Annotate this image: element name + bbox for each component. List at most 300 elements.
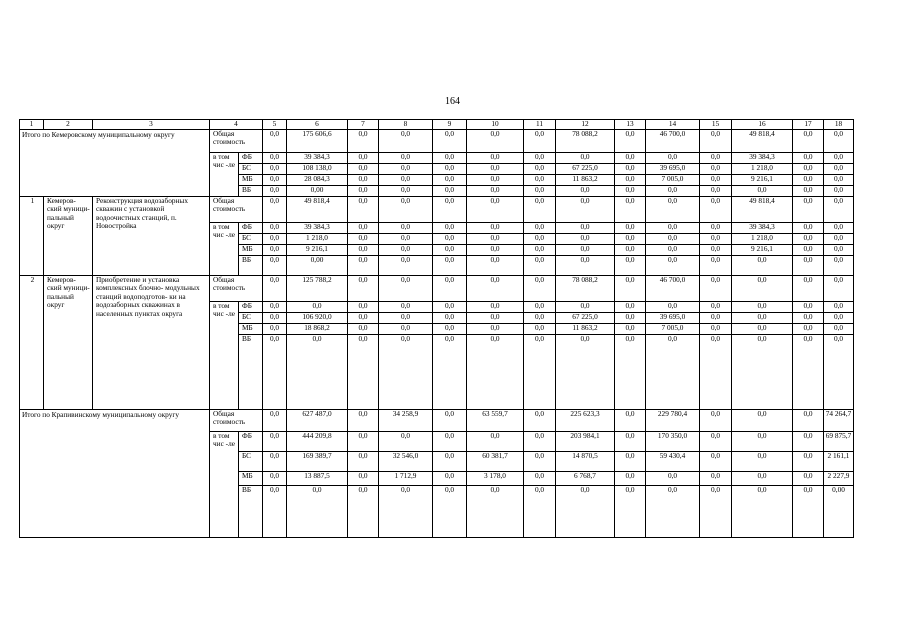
krapivinsky-total-r1-col17: 0,0 [793,451,824,471]
kemerovo-total-r2-col6: 28 084,3 [287,174,348,185]
kemerovo-total-total-col8: 0,0 [379,129,433,152]
krapivinsky-total-r1-col16: 0,0 [732,451,793,471]
item-2-r0-col9: 0,0 [433,301,467,312]
item-1-r1-col9: 0,0 [433,233,467,244]
krapivinsky-total-total-col13: 0,0 [615,409,646,431]
item-2-r3-col15: 0,0 [700,334,732,409]
item-2-r3-col18: 0,0 [824,334,854,409]
item-2-incl-label: в том чис -ле [210,301,239,409]
krapivinsky-total-total-col10: 63 559,7 [467,409,524,431]
kemerovo-total-total-col16: 49 818,4 [732,129,793,152]
item-1-total-col13: 0,0 [615,196,646,222]
column-number-2: 2 [44,120,93,130]
item-1-municipality: Кемеров- ский муници- пальный округ [44,196,93,275]
kemerovo-total-budget-label-3: ВБ [239,185,263,196]
item-2-r0-col15: 0,0 [700,301,732,312]
item-1-r0-col11: 0,0 [524,222,556,233]
krapivinsky-total-r1-col12: 14 870,5 [556,451,615,471]
column-number-row [20,120,854,130]
kemerovo-total-r3-col12: 0,0 [556,185,615,196]
item-1-r1-col8: 0,0 [379,233,433,244]
item-1-r0-col14: 0,0 [646,222,700,233]
item-2-total-col12: 78 088,2 [556,275,615,301]
krapivinsky-total-r0-col8: 0,0 [379,431,433,451]
item-2-r0-col12: 0,0 [556,301,615,312]
kemerovo-total-label: Итого по Кемеровскому муниципальному округу [20,129,210,196]
column-number-3: 3 [93,120,210,130]
item-2-r0-col13: 0,0 [615,301,646,312]
krapivinsky-total-r0-col18: 69 875,7 [824,431,854,451]
kemerovo-total-r2-col17: 0,0 [793,174,824,185]
item-1-r1-col12: 0,0 [556,233,615,244]
kemerovo-total-total-col10: 0,0 [467,129,524,152]
kemerovo-total-r0-col12: 0,0 [556,152,615,163]
kemerovo-total-r2-col5: 0,0 [263,174,287,185]
item-1-r2-col15: 0,0 [700,244,732,255]
krapivinsky-total-r2-col8: 1 712,9 [379,471,433,485]
item-2-r3-col11: 0,0 [524,334,556,409]
krapivinsky-total-r3-col15: 0,0 [700,485,732,537]
item-2-r2-col11: 0,0 [524,323,556,334]
kemerovo-total-r3-col8: 0,0 [379,185,433,196]
budget-table [19,119,854,538]
item-2-r1-col11: 0,0 [524,312,556,323]
item-2-r2-col7: 0,0 [348,323,379,334]
kemerovo-total-r0-col18: 0,0 [824,152,854,163]
kemerovo-total-total-col15: 0,0 [700,129,732,152]
item-2-number: 2 [20,275,44,409]
kemerovo-total-r2-col9: 0,0 [433,174,467,185]
item-1-r0-col15: 0,0 [700,222,732,233]
kemerovo-total-r2-col14: 7 005,0 [646,174,700,185]
item-2-r2-col13: 0,0 [615,323,646,334]
kemerovo-total-r2-col15: 0,0 [700,174,732,185]
krapivinsky-total-r2-col6: 13 887,5 [287,471,348,485]
item-1-r1-col15: 0,0 [700,233,732,244]
item-2-r1-col14: 39 695,0 [646,312,700,323]
item-1-r3-col8: 0,0 [379,255,433,275]
kemerovo-total-r0-col17: 0,0 [793,152,824,163]
item-2-total-col16: 0,0 [732,275,793,301]
krapivinsky-total-total-col17: 0,0 [793,409,824,431]
item-1-r2-col13: 0,0 [615,244,646,255]
kemerovo-total-r2-col11: 0,0 [524,174,556,185]
kemerovo-total-total-col7: 0,0 [348,129,379,152]
item-1-r0-col16: 39 384,3 [732,222,793,233]
item-2-r3-col9: 0,0 [433,334,467,409]
kemerovo-total-r0-col7: 0,0 [348,152,379,163]
krapivinsky-total-total-col18: 74 264,7 [824,409,854,431]
item-1-r1-col6: 1 218,0 [287,233,348,244]
item-2-r3-col16: 0,0 [732,334,793,409]
krapivinsky-total-r1-col15: 0,0 [700,451,732,471]
item-1-r0-col8: 0,0 [379,222,433,233]
krapivinsky-total-r0-col14: 170 350,0 [646,431,700,451]
item-1-r3-col15: 0,0 [700,255,732,275]
krapivinsky-total-r1-col5: 0,0 [263,451,287,471]
item-1-r0-col12: 0,0 [556,222,615,233]
kemerovo-total-r3-col16: 0,0 [732,185,793,196]
item-2-description: Приобретение и установка комплексных блочно- модульных станций водоподготов- ки на водозаборных скважинах в населенных пунктах округа [93,275,210,409]
krapivinsky-total-r0-col12: 203 984,1 [556,431,615,451]
krapivinsky-total-r1-col18: 2 161,1 [824,451,854,471]
kemerovo-total-r3-col15: 0,0 [700,185,732,196]
kemerovo-total-r1-col18: 0,0 [824,163,854,174]
column-number-11: 11 [524,120,556,130]
column-number-15: 15 [700,120,732,130]
item-1-r0-col9: 0,0 [433,222,467,233]
kemerovo-total-r3-col18: 0,0 [824,185,854,196]
item-1-total-col18: 0,0 [824,196,854,222]
item-2-r1-col16: 0,0 [732,312,793,323]
krapivinsky-total-total-row [20,409,854,431]
krapivinsky-total-r3-col18: 0,00 [824,485,854,537]
krapivinsky-total-total-col15: 0,0 [700,409,732,431]
item-2-r0-col7: 0,0 [348,301,379,312]
item-2-budget-label-2: МБ [239,323,263,334]
item-2-total-col14: 46 700,0 [646,275,700,301]
column-number-13: 13 [615,120,646,130]
item-1-r1-col18: 0,0 [824,233,854,244]
item-1-r2-col18: 0,0 [824,244,854,255]
column-number-4: 4 [210,120,263,130]
kemerovo-total-r1-col11: 0,0 [524,163,556,174]
kemerovo-total-r3-col14: 0,0 [646,185,700,196]
item-2-total-col9: 0,0 [433,275,467,301]
item-2-total-col6: 125 788,2 [287,275,348,301]
item-1-r1-col5: 0,0 [263,233,287,244]
krapivinsky-total-r0-col5: 0,0 [263,431,287,451]
item-1-total-col7: 0,0 [348,196,379,222]
column-number-12: 12 [556,120,615,130]
krapivinsky-total-r3-col10: 0,0 [467,485,524,537]
item-2-r0-col10: 0,0 [467,301,524,312]
item-2-r2-col15: 0,0 [700,323,732,334]
kemerovo-total-r1-col15: 0,0 [700,163,732,174]
item-1-r3-col18: 0,0 [824,255,854,275]
item-1-total-col6: 49 818,4 [287,196,348,222]
item-1-r2-col11: 0,0 [524,244,556,255]
krapivinsky-total-r3-col17: 0,0 [793,485,824,537]
item-1-r2-col8: 0,0 [379,244,433,255]
kemerovo-total-r0-col6: 39 384,3 [287,152,348,163]
item-1-r3-col14: 0,0 [646,255,700,275]
item-1-total-col12: 0,0 [556,196,615,222]
krapivinsky-total-r0-col11: 0,0 [524,431,556,451]
kemerovo-total-r0-col13: 0,0 [615,152,646,163]
item-1-total-col15: 0,0 [700,196,732,222]
krapivinsky-total-total-col7: 0,0 [348,409,379,431]
krapivinsky-total-r3-col13: 0,0 [615,485,646,537]
kemerovo-total-r2-col18: 0,0 [824,174,854,185]
item-2-r0-col17: 0,0 [793,301,824,312]
item-1-r1-col17: 0,0 [793,233,824,244]
kemerovo-total-r1-col17: 0,0 [793,163,824,174]
item-2-r1-col17: 0,0 [793,312,824,323]
krapivinsky-total-total-col12: 225 623,3 [556,409,615,431]
item-2-r2-col9: 0,0 [433,323,467,334]
item-2-r2-col5: 0,0 [263,323,287,334]
item-2-r1-col12: 67 225,0 [556,312,615,323]
kemerovo-total-r3-col5: 0,0 [263,185,287,196]
item-1-total-col5: 0,0 [263,196,287,222]
item-2-total-col8: 0,0 [379,275,433,301]
item-2-r3-col13: 0,0 [615,334,646,409]
kemerovo-total-r1-col10: 0,0 [467,163,524,174]
item-2-r2-col8: 0,0 [379,323,433,334]
kemerovo-total-r3-col13: 0,0 [615,185,646,196]
item-1-r0-col6: 39 384,3 [287,222,348,233]
item-1-description: Реконструкция водозаборных скважин с установкой водоочистных станций, п. Новостройка [93,196,210,275]
item-2-r0-col8: 0,0 [379,301,433,312]
item-1-r3-col17: 0,0 [793,255,824,275]
item-1-r0-col7: 0,0 [348,222,379,233]
krapivinsky-total-r3-col8: 0,0 [379,485,433,537]
item-1-r0-col5: 0,0 [263,222,287,233]
kemerovo-total-incl-label: в том чис -ле [210,152,239,196]
item-1-r0-col18: 0,0 [824,222,854,233]
item-1-r2-col12: 0,0 [556,244,615,255]
item-2-r3-col8: 0,0 [379,334,433,409]
krapivinsky-total-r2-col16: 0,0 [732,471,793,485]
kemerovo-total-r0-col10: 0,0 [467,152,524,163]
item-1-r0-col17: 0,0 [793,222,824,233]
item-1-total-col17: 0,0 [793,196,824,222]
column-number-16: 16 [732,120,793,130]
column-number-9: 9 [433,120,467,130]
krapivinsky-total-r0-col7: 0,0 [348,431,379,451]
column-number-8: 8 [379,120,433,130]
kemerovo-total-r0-col16: 39 384,3 [732,152,793,163]
krapivinsky-total-r1-col7: 0,0 [348,451,379,471]
kemerovo-total-r0-col5: 0,0 [263,152,287,163]
krapivinsky-total-total-col16: 0,0 [732,409,793,431]
krapivinsky-total-r2-col18: 2 227,9 [824,471,854,485]
kemerovo-total-r1-col14: 39 695,0 [646,163,700,174]
krapivinsky-total-r3-col5: 0,0 [263,485,287,537]
item-1-r2-col9: 0,0 [433,244,467,255]
item-2-total-label: Общая стоимость [210,275,263,301]
kemerovo-total-r3-col17: 0,0 [793,185,824,196]
item-2-r2-col10: 0,0 [467,323,524,334]
kemerovo-total-r1-col12: 67 225,0 [556,163,615,174]
item-2-r1-col8: 0,0 [379,312,433,323]
kemerovo-total-r3-col7: 0,0 [348,185,379,196]
kemerovo-total-r2-col7: 0,0 [348,174,379,185]
item-1-total-col10: 0,0 [467,196,524,222]
kemerovo-total-total-col14: 46 700,0 [646,129,700,152]
item-2-r1-col18: 0,0 [824,312,854,323]
krapivinsky-total-r1-col10: 60 381,7 [467,451,524,471]
item-2-total-col11: 0,0 [524,275,556,301]
krapivinsky-total-r0-col6: 444 209,8 [287,431,348,451]
item-1-total-label: Общая стоимость [210,196,263,222]
item-1-r3-col11: 0,0 [524,255,556,275]
item-1-budget-label-2: МБ [239,244,263,255]
item-2-r2-col16: 0,0 [732,323,793,334]
krapivinsky-total-total-label: Общая стоимость [210,409,263,431]
item-2-r0-col5: 0,0 [263,301,287,312]
column-number-7: 7 [348,120,379,130]
item-1-incl-label: в том чис -ле [210,222,239,275]
item-1-budget-label-1: БС [239,233,263,244]
item-1-r3-col5: 0,0 [263,255,287,275]
column-number-10: 10 [467,120,524,130]
item-2-municipality: Кемеров- ский муници- пальный округ [44,275,93,409]
kemerovo-total-r1-col13: 0,0 [615,163,646,174]
krapivinsky-total-r0-col17: 0,0 [793,431,824,451]
item-1-r1-col14: 0,0 [646,233,700,244]
krapivinsky-total-budget-label-3: ВБ [239,485,263,537]
item-1-total-row [20,196,854,222]
krapivinsky-total-r2-col14: 0,0 [646,471,700,485]
item-2-r3-col7: 0,0 [348,334,379,409]
kemerovo-total-r1-col9: 0,0 [433,163,467,174]
krapivinsky-total-r3-col12: 0,0 [556,485,615,537]
item-2-r0-col14: 0,0 [646,301,700,312]
item-2-r0-col11: 0,0 [524,301,556,312]
column-number-1: 1 [20,120,44,130]
item-1-r3-col6: 0,00 [287,255,348,275]
item-2-budget-label-3: ВБ [239,334,263,409]
item-2-total-col18: 0,0 [824,275,854,301]
kemerovo-total-r1-col7: 0,0 [348,163,379,174]
krapivinsky-total-total-col8: 34 258,9 [379,409,433,431]
item-1-r3-col12: 0,0 [556,255,615,275]
kemerovo-total-r2-col16: 9 216,1 [732,174,793,185]
item-2-r0-col6: 0,0 [287,301,348,312]
kemerovo-total-total-col12: 78 088,2 [556,129,615,152]
krapivinsky-total-r2-col11: 0,0 [524,471,556,485]
item-2-r3-col12: 0,0 [556,334,615,409]
krapivinsky-total-r3-col6: 0,0 [287,485,348,537]
kemerovo-total-r3-col6: 0,00 [287,185,348,196]
item-1-budget-label-0: ФБ [239,222,263,233]
kemerovo-total-total-row [20,129,854,152]
krapivinsky-total-budget-label-0: ФБ [239,431,263,451]
kemerovo-total-r3-col9: 0,0 [433,185,467,196]
krapivinsky-total-r3-col9: 0,0 [433,485,467,537]
item-2-total-col17: 0,0 [793,275,824,301]
kemerovo-total-r2-col10: 0,0 [467,174,524,185]
krapivinsky-total-r0-col9: 0,0 [433,431,467,451]
item-1-r1-col13: 0,0 [615,233,646,244]
kemerovo-total-r1-col16: 1 218,0 [732,163,793,174]
item-2-r1-col13: 0,0 [615,312,646,323]
item-2-r1-col10: 0,0 [467,312,524,323]
krapivinsky-total-r1-col9: 0,0 [433,451,467,471]
item-1-r3-col13: 0,0 [615,255,646,275]
item-1-budget-label-3: ВБ [239,255,263,275]
item-2-r3-col14: 0,0 [646,334,700,409]
krapivinsky-total-total-col5: 0,0 [263,409,287,431]
item-2-r2-col17: 0,0 [793,323,824,334]
item-2-budget-label-1: БС [239,312,263,323]
item-1-r2-col6: 9 216,1 [287,244,348,255]
krapivinsky-total-r0-col15: 0,0 [700,431,732,451]
krapivinsky-total-r1-col13: 0,0 [615,451,646,471]
item-2-r1-col6: 106 920,0 [287,312,348,323]
kemerovo-total-total-col6: 175 606,6 [287,129,348,152]
column-number-6: 6 [287,120,348,130]
krapivinsky-total-total-col11: 0,0 [524,409,556,431]
item-1-r3-col10: 0,0 [467,255,524,275]
kemerovo-total-budget-label-2: МБ [239,174,263,185]
item-1-number: 1 [20,196,44,275]
item-1-total-col9: 0,0 [433,196,467,222]
krapivinsky-total-r1-col6: 169 389,7 [287,451,348,471]
kemerovo-total-budget-label-1: БС [239,163,263,174]
item-2-r2-col6: 18 868,2 [287,323,348,334]
kemerovo-total-r1-col6: 108 138,0 [287,163,348,174]
item-1-r2-col17: 0,0 [793,244,824,255]
item-1-total-col11: 0,0 [524,196,556,222]
kemerovo-total-r2-col12: 11 863,2 [556,174,615,185]
page-number: 164 [445,96,460,107]
item-1-r1-col16: 1 218,0 [732,233,793,244]
column-number-5: 5 [263,120,287,130]
item-2-total-col13: 0,0 [615,275,646,301]
item-1-total-col14: 0,0 [646,196,700,222]
kemerovo-total-r0-col14: 0,0 [646,152,700,163]
kemerovo-total-total-col5: 0,0 [263,129,287,152]
krapivinsky-total-r2-col10: 3 178,0 [467,471,524,485]
item-2-r2-col12: 11 863,2 [556,323,615,334]
krapivinsky-total-r2-col15: 0,0 [700,471,732,485]
item-2-r0-col16: 0,0 [732,301,793,312]
kemerovo-total-r1-col8: 0,0 [379,163,433,174]
item-1-total-col16: 49 818,4 [732,196,793,222]
krapivinsky-total-r3-col7: 0,0 [348,485,379,537]
krapivinsky-total-r1-col14: 59 430,4 [646,451,700,471]
item-2-total-col15: 0,0 [700,275,732,301]
item-2-r0-col18: 0,0 [824,301,854,312]
krapivinsky-total-r2-col9: 0,0 [433,471,467,485]
krapivinsky-total-total-col14: 229 780,4 [646,409,700,431]
kemerovo-total-total-col17: 0,0 [793,129,824,152]
item-1-r1-col7: 0,0 [348,233,379,244]
krapivinsky-total-total-col9: 0,0 [433,409,467,431]
kemerovo-total-total-label: Общая стоимость [210,129,263,152]
krapivinsky-total-r2-col7: 0,0 [348,471,379,485]
krapivinsky-total-r1-col11: 0,0 [524,451,556,471]
krapivinsky-total-r1-col8: 32 546,0 [379,451,433,471]
item-1-r2-col5: 0,0 [263,244,287,255]
column-number-14: 14 [646,120,700,130]
kemerovo-total-r3-col11: 0,0 [524,185,556,196]
item-1-r3-col7: 0,0 [348,255,379,275]
item-2-r1-col5: 0,0 [263,312,287,323]
item-2-r1-col7: 0,0 [348,312,379,323]
krapivinsky-total-total-col6: 627 487,0 [287,409,348,431]
krapivinsky-total-budget-label-1: БС [239,451,263,471]
krapivinsky-total-label: Итого по Крапивинскому муниципальному округу [20,409,210,537]
column-number-18: 18 [824,120,854,130]
krapivinsky-total-r3-col14: 0,0 [646,485,700,537]
krapivinsky-total-r2-col5: 0,0 [263,471,287,485]
krapivinsky-total-r3-col11: 0,0 [524,485,556,537]
krapivinsky-total-r2-col12: 6 768,7 [556,471,615,485]
kemerovo-total-r1-col5: 0,0 [263,163,287,174]
item-1-r3-col9: 0,0 [433,255,467,275]
krapivinsky-total-r0-col13: 0,0 [615,431,646,451]
item-2-r3-col10: 0,0 [467,334,524,409]
krapivinsky-total-r2-col17: 0,0 [793,471,824,485]
item-2-r1-col9: 0,0 [433,312,467,323]
krapivinsky-total-r3-col16: 0,0 [732,485,793,537]
item-2-r3-col17: 0,0 [793,334,824,409]
item-1-r0-col13: 0,0 [615,222,646,233]
